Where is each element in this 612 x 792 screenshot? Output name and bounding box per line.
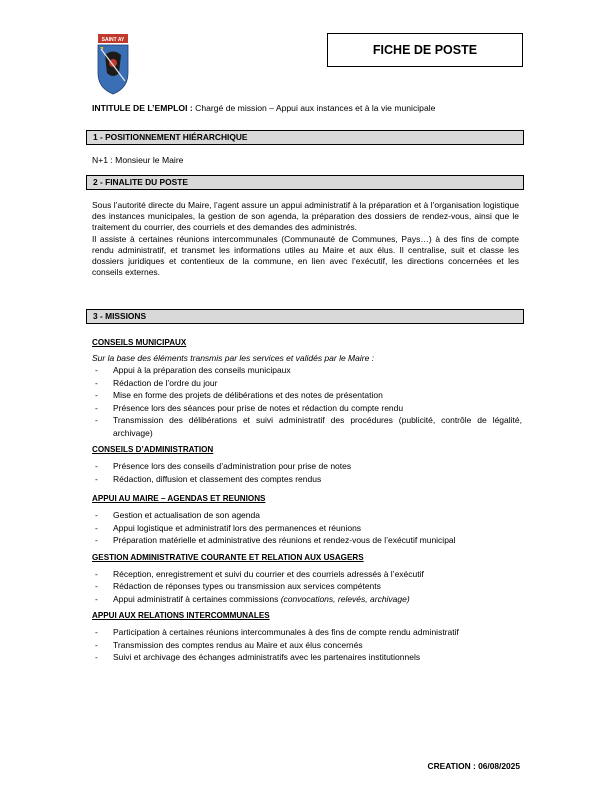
- hierarchy-text: N+1 : Monsieur le Maire: [92, 155, 184, 165]
- mission-list: [92, 568, 522, 606]
- finalite-paragraph: Il assiste à certaines réunions intercommunales (Communauté de Communes, Pays…) à des fins de compte rendu administratif, et transmet les informations utiles au Maire et aux élus. Il centralise, suit et classe les dossiers juridiques et contentieux de la commune, en lien avec l’exécutif, les directions concernées et les conseils externes.: [92, 233, 519, 278]
- mission-list: [92, 460, 522, 485]
- list-item: - Mise en forme des projets de délibérations et des notes de présentation: [95, 390, 383, 400]
- svg-text:SAINT AY: SAINT AY: [101, 37, 125, 43]
- job-title-line: [92, 103, 435, 113]
- job-title-value: Chargé de mission – Appui aux instances et à la vie municipale: [192, 103, 436, 113]
- list-item: - Transmission des comptes rendus au Maire et aux élus concernés: [95, 639, 363, 650]
- mission-category-title: CONSEILS D’ADMINISTRATION: [92, 445, 214, 454]
- mission-list: [92, 509, 522, 547]
- list-item: - Gestion et actualisation de son agenda: [95, 510, 260, 520]
- list-item: - Préparation matérielle et administrative des réunions et rendez-vous de l’exécutif municipal: [95, 535, 456, 545]
- mission-intro: Sur la base des éléments transmis par les services et validés par le Maire :: [92, 353, 375, 363]
- list-item: - Transmission des délibérations et suivi administratif des procédures (publicité, contrôle de légalité, archivage): [95, 415, 522, 438]
- mission-category-title: APPUI AU MAIRE – AGENDAS ET REUNIONS: [92, 494, 266, 503]
- list-item: - Réception, enregistrement et suivi du courrier et des courriels adressés à l’exécutif: [95, 568, 424, 579]
- list-item: - Rédaction de réponses types ou transmission aux services compétents: [95, 581, 381, 591]
- creation-date: CREATION : 06/08/2025: [427, 761, 520, 771]
- list-item: - Présence lors des conseils d’administration pour prise de notes: [95, 461, 352, 471]
- section-header-positionnement: 1 - POSITIONNEMENT HIÉRARCHIQUE: [86, 130, 524, 145]
- document-title: FICHE DE POSTE: [372, 43, 478, 57]
- list-item: - Rédaction de l’ordre du jour: [95, 377, 218, 388]
- section-header-finalite: 2 - FINALITE DU POSTE: [86, 175, 524, 190]
- mission-category-title: GESTION ADMINISTRATIVE COURANTE ET RELATION AUX USAGERS: [92, 552, 364, 562]
- missions-body: [92, 337, 522, 664]
- mission-list: [92, 364, 522, 439]
- list-item: - Appui administratif à certaines commissions (convocations, relevés, archivage): [95, 593, 410, 604]
- mission-list: [92, 626, 522, 664]
- document-title-box: [327, 33, 523, 67]
- list-item: - Participation à certaines réunions intercommunales à des fins de compte rendu administratif: [95, 627, 459, 637]
- finalite-body: [92, 200, 519, 278]
- section-header-missions: 3 - MISSIONS: [86, 309, 524, 324]
- list-item: - Appui logistique et administratif lors des permanences et réunions: [95, 522, 362, 533]
- mission-category-title: APPUI AUX RELATIONS INTERCOMMUNALES: [92, 611, 270, 620]
- list-item: - Rédaction, diffusion et classement des comptes rendus: [95, 473, 322, 484]
- list-item: - Suivi et archivage des échanges administratifs avec les partenaires institutionnels: [95, 652, 421, 662]
- list-item: - Présence lors des séances pour prise de notes et rédaction du compte rendu: [95, 402, 404, 413]
- finalite-paragraph: Sous l’autorité directe du Maire, l’agent assure un appui administratif à la préparation et à l’organisation logistique des instances municipales, la gestion de son agenda, la préparation des dossiers de rendez-vous, ainsi que le traitement du courrier, des courriels et des demandes des administrés.: [92, 200, 519, 233]
- coat-of-arms-logo: [97, 33, 129, 95]
- list-item: - Appui à la préparation des conseils municipaux: [95, 365, 291, 375]
- job-title-label: INTITULE DE L’EMPLOI :: [92, 103, 193, 113]
- mission-category-title: CONSEILS MUNICIPAUX: [92, 338, 187, 347]
